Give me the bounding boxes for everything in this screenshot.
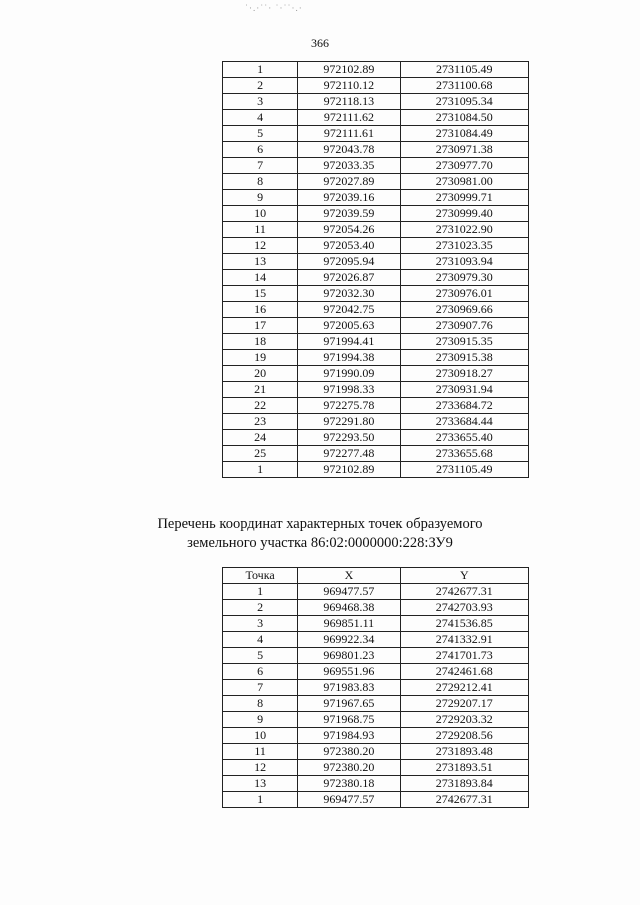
- x-coordinate-cell: 971968.75: [298, 712, 400, 728]
- y-coordinate-cell: 2741332.91: [400, 632, 528, 648]
- point-number-cell: 8: [223, 174, 298, 190]
- y-coordinate-cell: 2731093.94: [400, 254, 528, 270]
- table-row: [223, 254, 529, 270]
- point-number-cell: 6: [223, 142, 298, 158]
- x-coordinate-cell: 971994.38: [298, 350, 400, 366]
- table-row: [223, 430, 529, 446]
- table-row: [223, 222, 529, 238]
- table-row: [223, 600, 529, 616]
- point-number-cell: 1: [223, 584, 298, 600]
- x-coordinate-cell: 972111.61: [298, 126, 400, 142]
- x-coordinate-cell: 972005.63: [298, 318, 400, 334]
- point-number-cell: 10: [223, 206, 298, 222]
- coordinates-table-continued: [222, 61, 529, 478]
- point-number-cell: 1: [223, 792, 298, 808]
- table-row: [223, 648, 529, 664]
- x-coordinate-cell: 969801.23: [298, 648, 400, 664]
- point-number-cell: 11: [223, 744, 298, 760]
- point-number-cell: 3: [223, 616, 298, 632]
- x-coordinate-cell: 972042.75: [298, 302, 400, 318]
- x-coordinate-cell: 972277.48: [298, 446, 400, 462]
- x-coordinate-cell: 972102.89: [298, 462, 400, 478]
- table-row: [223, 302, 529, 318]
- x-coordinate-cell: 972118.13: [298, 94, 400, 110]
- y-coordinate-cell: 2731100.68: [400, 78, 528, 94]
- point-number-cell: 14: [223, 270, 298, 286]
- point-number-cell: 21: [223, 382, 298, 398]
- y-coordinate-cell: 2731105.49: [400, 62, 528, 78]
- x-coordinate-cell: 969922.34: [298, 632, 400, 648]
- table-row: [223, 744, 529, 760]
- table-row: [223, 664, 529, 680]
- table-row: [223, 94, 529, 110]
- x-coordinate-cell: 971984.93: [298, 728, 400, 744]
- x-coordinate-cell: 972380.20: [298, 744, 400, 760]
- table-row: [223, 776, 529, 792]
- point-number-cell: 5: [223, 648, 298, 664]
- x-coordinate-cell: 972275.78: [298, 398, 400, 414]
- table-row: [223, 206, 529, 222]
- table-row: [223, 616, 529, 632]
- table-row: [223, 792, 529, 808]
- table-row: [223, 350, 529, 366]
- y-coordinate-cell: 2731095.34: [400, 94, 528, 110]
- table-row: [223, 446, 529, 462]
- y-coordinate-cell: 2729212.41: [400, 680, 528, 696]
- table-row: [223, 318, 529, 334]
- table-row: [223, 382, 529, 398]
- point-number-cell: 18: [223, 334, 298, 350]
- point-number-cell: 4: [223, 110, 298, 126]
- x-coordinate-cell: 972054.26: [298, 222, 400, 238]
- y-coordinate-cell: 2730915.38: [400, 350, 528, 366]
- x-coordinate-cell: 972039.16: [298, 190, 400, 206]
- table-b-body: [223, 584, 529, 808]
- y-coordinate-cell: 2730981.00: [400, 174, 528, 190]
- point-number-cell: 9: [223, 190, 298, 206]
- point-number-cell: 12: [223, 238, 298, 254]
- y-coordinate-cell: 2731893.84: [400, 776, 528, 792]
- y-coordinate-cell: 2742677.31: [400, 584, 528, 600]
- y-coordinate-cell: 2731893.48: [400, 744, 528, 760]
- point-number-cell: 23: [223, 414, 298, 430]
- table-row: [223, 462, 529, 478]
- table-row: [223, 126, 529, 142]
- table-row: [223, 62, 529, 78]
- table-row: [223, 696, 529, 712]
- y-coordinate-cell: 2730915.35: [400, 334, 528, 350]
- header-x: X: [298, 568, 400, 584]
- table-row: [223, 712, 529, 728]
- y-coordinate-cell: 2731084.50: [400, 110, 528, 126]
- x-coordinate-cell: 972291.80: [298, 414, 400, 430]
- y-coordinate-cell: 2729208.56: [400, 728, 528, 744]
- table-row: [223, 632, 529, 648]
- point-number-cell: 13: [223, 254, 298, 270]
- point-number-cell: 7: [223, 158, 298, 174]
- coordinates-table-zu9: [222, 567, 529, 808]
- x-coordinate-cell: 972380.18: [298, 776, 400, 792]
- table-row: [223, 680, 529, 696]
- y-coordinate-cell: 2741701.73: [400, 648, 528, 664]
- x-coordinate-cell: 972033.35: [298, 158, 400, 174]
- y-coordinate-cell: 2733655.68: [400, 446, 528, 462]
- scan-artifact-top: ˙·.·˙˙· ˙·˙˙·.·: [245, 3, 303, 13]
- table-header-row: [223, 568, 529, 584]
- x-coordinate-cell: 969477.57: [298, 792, 400, 808]
- y-coordinate-cell: 2733655.40: [400, 430, 528, 446]
- table-row: [223, 398, 529, 414]
- table-row: [223, 110, 529, 126]
- point-number-cell: 6: [223, 664, 298, 680]
- y-coordinate-cell: 2742461.68: [400, 664, 528, 680]
- point-number-cell: 24: [223, 430, 298, 446]
- y-coordinate-cell: 2730907.76: [400, 318, 528, 334]
- point-number-cell: 13: [223, 776, 298, 792]
- x-coordinate-cell: 969468.38: [298, 600, 400, 616]
- page-number: 366: [311, 36, 329, 50]
- point-number-cell: 4: [223, 632, 298, 648]
- table-row: [223, 728, 529, 744]
- table-row: [223, 142, 529, 158]
- table-row: [223, 760, 529, 776]
- y-coordinate-cell: 2730999.40: [400, 206, 528, 222]
- point-number-cell: 16: [223, 302, 298, 318]
- y-coordinate-cell: 2731105.49: [400, 462, 528, 478]
- point-number-cell: 19: [223, 350, 298, 366]
- y-coordinate-cell: 2742677.31: [400, 792, 528, 808]
- point-number-cell: 22: [223, 398, 298, 414]
- table-row: [223, 270, 529, 286]
- x-coordinate-cell: 971990.09: [298, 366, 400, 382]
- point-number-cell: 2: [223, 600, 298, 616]
- x-coordinate-cell: 972380.20: [298, 760, 400, 776]
- point-number-cell: 20: [223, 366, 298, 382]
- x-coordinate-cell: 972032.30: [298, 286, 400, 302]
- x-coordinate-cell: 972043.78: [298, 142, 400, 158]
- point-number-cell: 11: [223, 222, 298, 238]
- table-row: [223, 584, 529, 600]
- x-coordinate-cell: 972293.50: [298, 430, 400, 446]
- y-coordinate-cell: 2733684.44: [400, 414, 528, 430]
- table-row: [223, 366, 529, 382]
- y-coordinate-cell: 2733684.72: [400, 398, 528, 414]
- section-heading: [120, 515, 520, 553]
- x-coordinate-cell: 972026.87: [298, 270, 400, 286]
- table-row: [223, 286, 529, 302]
- table-row: [223, 174, 529, 190]
- y-coordinate-cell: 2730979.30: [400, 270, 528, 286]
- y-coordinate-cell: 2731893.51: [400, 760, 528, 776]
- y-coordinate-cell: 2730976.01: [400, 286, 528, 302]
- table-row: [223, 414, 529, 430]
- y-coordinate-cell: 2731022.90: [400, 222, 528, 238]
- x-coordinate-cell: 969851.11: [298, 616, 400, 632]
- point-number-cell: 1: [223, 62, 298, 78]
- y-coordinate-cell: 2730999.71: [400, 190, 528, 206]
- point-number-cell: 15: [223, 286, 298, 302]
- y-coordinate-cell: 2731084.49: [400, 126, 528, 142]
- point-number-cell: 3: [223, 94, 298, 110]
- x-coordinate-cell: 971994.41: [298, 334, 400, 350]
- point-number-cell: 9: [223, 712, 298, 728]
- table-row: [223, 158, 529, 174]
- table-row: [223, 238, 529, 254]
- point-number-cell: 12: [223, 760, 298, 776]
- x-coordinate-cell: 971983.83: [298, 680, 400, 696]
- point-number-cell: 2: [223, 78, 298, 94]
- y-coordinate-cell: 2741536.85: [400, 616, 528, 632]
- x-coordinate-cell: 972095.94: [298, 254, 400, 270]
- point-number-cell: 8: [223, 696, 298, 712]
- point-number-cell: 10: [223, 728, 298, 744]
- y-coordinate-cell: 2731023.35: [400, 238, 528, 254]
- table-a-body: [223, 62, 529, 478]
- x-coordinate-cell: 972039.59: [298, 206, 400, 222]
- header-y: Y: [400, 568, 528, 584]
- y-coordinate-cell: 2729207.17: [400, 696, 528, 712]
- y-coordinate-cell: 2729203.32: [400, 712, 528, 728]
- table-row: [223, 334, 529, 350]
- table-row: [223, 78, 529, 94]
- x-coordinate-cell: 971998.33: [298, 382, 400, 398]
- y-coordinate-cell: 2730931.94: [400, 382, 528, 398]
- point-number-cell: 17: [223, 318, 298, 334]
- heading-line-2: земельного участка 86:02:0000000:228:ЗУ9: [187, 535, 453, 551]
- x-coordinate-cell: 969551.96: [298, 664, 400, 680]
- y-coordinate-cell: 2730977.70: [400, 158, 528, 174]
- y-coordinate-cell: 2742703.93: [400, 600, 528, 616]
- table-row: [223, 190, 529, 206]
- x-coordinate-cell: 972110.12: [298, 78, 400, 94]
- point-number-cell: 25: [223, 446, 298, 462]
- x-coordinate-cell: 972111.62: [298, 110, 400, 126]
- x-coordinate-cell: 972102.89: [298, 62, 400, 78]
- x-coordinate-cell: 972027.89: [298, 174, 400, 190]
- y-coordinate-cell: 2730918.27: [400, 366, 528, 382]
- point-number-cell: 7: [223, 680, 298, 696]
- y-coordinate-cell: 2730969.66: [400, 302, 528, 318]
- point-number-cell: 5: [223, 126, 298, 142]
- x-coordinate-cell: 972053.40: [298, 238, 400, 254]
- x-coordinate-cell: 969477.57: [298, 584, 400, 600]
- y-coordinate-cell: 2730971.38: [400, 142, 528, 158]
- heading-line-1: Перечень координат характерных точек образуемого: [157, 516, 483, 532]
- header-point: Точка: [223, 568, 298, 584]
- x-coordinate-cell: 971967.65: [298, 696, 400, 712]
- point-number-cell: 1: [223, 462, 298, 478]
